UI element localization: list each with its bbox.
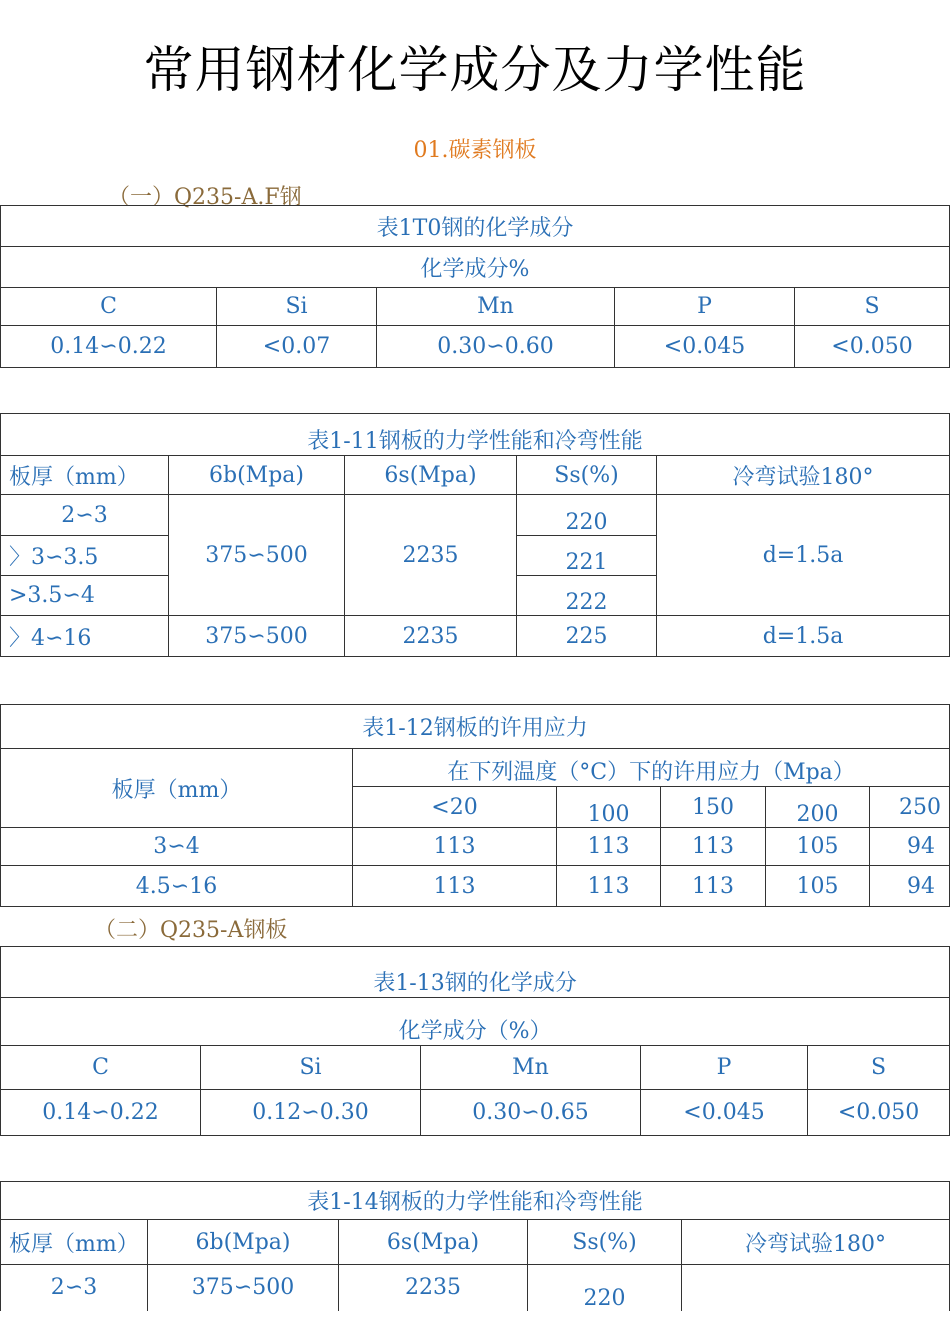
table-caption: 表1-11钢板的力学性能和冷弯性能 <box>1 414 950 456</box>
value-s: <0.050 <box>808 1090 950 1136</box>
temp-header: <20 <box>353 787 557 828</box>
header-bend: 冷弯试验180° <box>657 456 950 495</box>
bend-cell: d=1.5a <box>657 616 950 657</box>
elongation-cell: 220 <box>517 495 657 536</box>
value-mn: 0.30∽0.60 <box>377 326 615 368</box>
table-1-10 <box>0 205 950 368</box>
temp-header: 250 <box>870 787 950 828</box>
header-mn: Mn <box>377 288 615 326</box>
header-p: P <box>615 288 795 326</box>
stress-cell: 94 <box>870 828 950 866</box>
value-c: 0.14∽0.22 <box>1 326 217 368</box>
yield-cell: 2235 <box>345 616 517 657</box>
stress-cell: 94 <box>870 866 950 907</box>
header-si: Si <box>217 288 377 326</box>
header-si: Si <box>201 1046 421 1090</box>
stress-cell: 113 <box>353 828 557 866</box>
page-title: 常用钢材化学成分及力学性能 <box>143 41 807 99</box>
tensile-cell: 375∽500 <box>169 495 345 616</box>
table-subcaption: 化学成分（%） <box>1 998 950 1046</box>
stress-cell: 113 <box>353 866 557 907</box>
value-c: 0.14∽0.22 <box>1 1090 201 1136</box>
table-caption: 表1-12钢板的许用应力 <box>1 705 950 749</box>
stress-cell: 113 <box>661 828 766 866</box>
bend-cell: d=1.5a <box>657 495 950 616</box>
thickness-cell: 〉4∽16 <box>1 616 169 657</box>
temp-header: 200 <box>766 787 870 828</box>
table-caption: 表1T0钢的化学成分 <box>1 206 950 247</box>
header-bend: 冷弯试验180° <box>682 1220 950 1265</box>
stress-cell: 113 <box>661 866 766 907</box>
yield-cell: 2235 <box>339 1265 528 1311</box>
header-c: C <box>1 288 217 326</box>
subsection-heading: （一）Q235-A.F钢 <box>108 185 302 210</box>
stress-cell: 105 <box>766 828 870 866</box>
tensile-cell: 375∽500 <box>169 616 345 657</box>
stress-cell: 113 <box>557 828 661 866</box>
section-heading: 01.碳素钢板 <box>413 138 537 163</box>
header-temperature: 在下列温度（°C）下的许用应力（Mpa） <box>353 749 950 787</box>
table-subcaption: 化学成分% <box>1 247 950 288</box>
thickness-cell: 3∽4 <box>1 828 353 866</box>
header-c: C <box>1 1046 201 1090</box>
thickness-cell: 4.5∽16 <box>1 866 353 907</box>
header-elongation: Ss(%) <box>517 456 657 495</box>
subsection-heading: （二）Q235-A钢板 <box>94 918 288 943</box>
value-si: <0.07 <box>217 326 377 368</box>
thickness-cell: 〉3∽3.5 <box>1 536 169 576</box>
table-caption: 表1-13钢的化学成分 <box>1 947 950 998</box>
thickness-cell: 2∽3 <box>1 495 169 536</box>
header-tensile: 6b(Mpa) <box>148 1220 339 1265</box>
elongation-cell: 220 <box>528 1265 682 1311</box>
header-p: P <box>641 1046 808 1090</box>
header-yield: 6s(Mpa) <box>339 1220 528 1265</box>
header-thickness: 板厚（mm） <box>1 749 353 828</box>
value-mn: 0.30∽0.65 <box>421 1090 641 1136</box>
header-yield: 6s(Mpa) <box>345 456 517 495</box>
value-s: <0.050 <box>795 326 950 368</box>
value-p: <0.045 <box>615 326 795 368</box>
header-elongation: Ss(%) <box>528 1220 682 1265</box>
value-si: 0.12∽0.30 <box>201 1090 421 1136</box>
table-1-13 <box>0 946 950 1136</box>
tensile-cell: 375∽500 <box>148 1265 339 1311</box>
header-s: S <box>795 288 950 326</box>
thickness-cell: 2∽3 <box>1 1265 148 1311</box>
header-mn: Mn <box>421 1046 641 1090</box>
elongation-cell: 222 <box>517 576 657 616</box>
thickness-cell: >3.5∽4 <box>1 576 169 616</box>
bend-cell <box>682 1265 950 1311</box>
header-s: S <box>808 1046 950 1090</box>
temp-header: 100 <box>557 787 661 828</box>
value-p: <0.045 <box>641 1090 808 1136</box>
yield-cell: 2235 <box>345 495 517 616</box>
stress-cell: 105 <box>766 866 870 907</box>
header-tensile: 6b(Mpa) <box>169 456 345 495</box>
table-caption: 表1-14钢板的力学性能和冷弯性能 <box>1 1182 950 1220</box>
header-thickness: 板厚（mm） <box>1 1220 148 1265</box>
stress-cell: 113 <box>557 866 661 907</box>
temp-header: 150 <box>661 787 766 828</box>
table-1-14 <box>0 1181 950 1311</box>
elongation-cell: 221 <box>517 536 657 576</box>
header-thickness: 板厚（mm） <box>1 456 169 495</box>
table-1-11 <box>0 413 950 657</box>
table-1-12 <box>0 704 950 907</box>
elongation-cell: 225 <box>517 616 657 657</box>
